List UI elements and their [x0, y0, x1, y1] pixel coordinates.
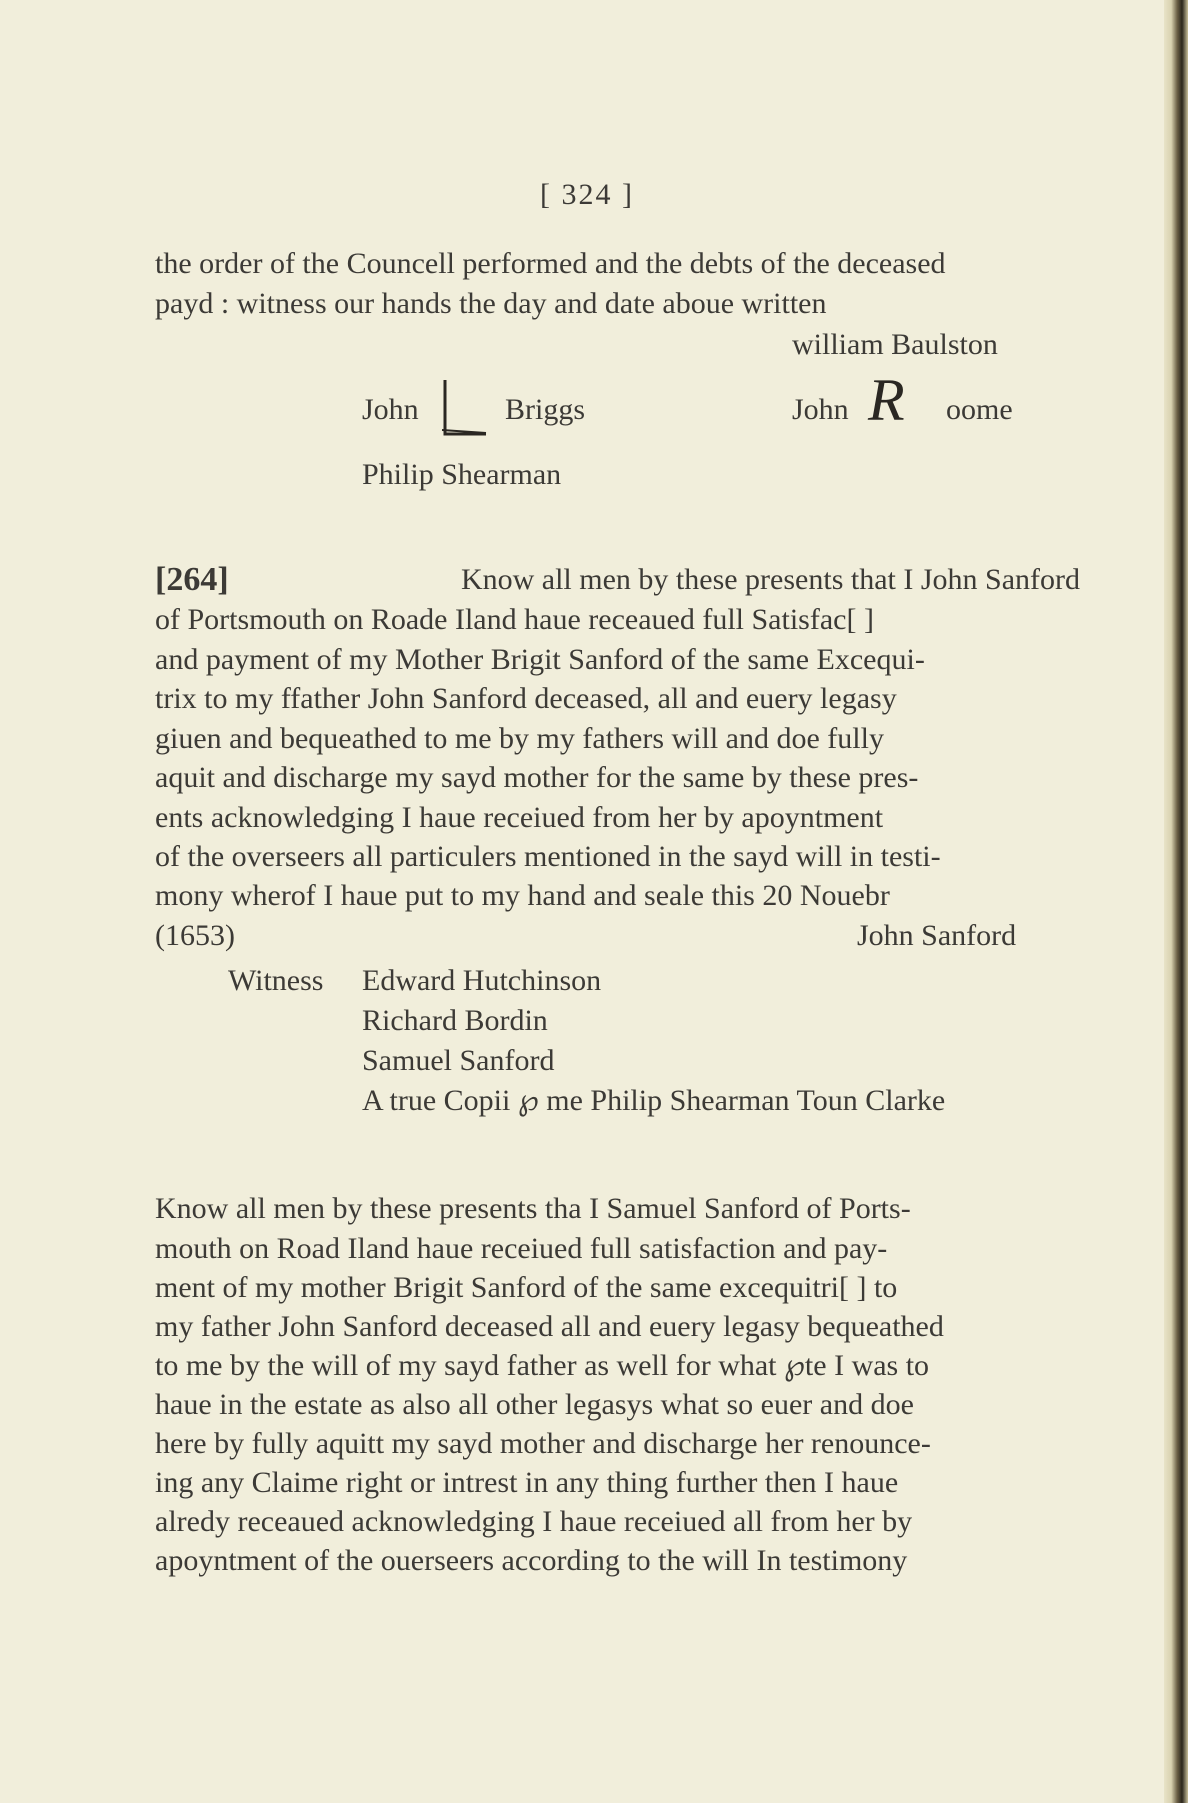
entry-264-line-7: ents acknowledging I haue receiued from her by apoyntment — [155, 801, 884, 834]
second-para-line-8: ing any Claime right or intrest in any thing further then I haue — [155, 1466, 899, 1499]
entry-264-line-5: giuen and bequeathed to me by my fathers will and doe fully — [155, 722, 884, 755]
briggs-mark — [442, 378, 488, 438]
entry-264-signer: John Sanford — [857, 919, 1017, 952]
entry-264-line-2: of Portsmouth on Roade Iland haue receaued full Satisfac[ ] — [155, 603, 874, 636]
second-para-line-10: apoyntment of the ouerseers according to the will In testimony — [155, 1544, 908, 1577]
page-number: [ 324 ] — [540, 178, 634, 211]
witness-label: Witness — [228, 964, 324, 997]
entry-264-line-1 — [155, 561, 1080, 599]
signature-baulston: william Baulston — [792, 328, 998, 361]
witness-2: Richard Bordin — [362, 1004, 548, 1037]
entry-264-line-9: mony wherof I haue put to my hand and seale this 20 Nouebr — [155, 879, 890, 912]
signature-roome-mark: R — [868, 367, 905, 433]
second-para-line-3: ment of my mother Brigit Sanford of the same excequitri[ ] to — [155, 1271, 898, 1304]
signature-roome-first: John — [792, 393, 849, 426]
signature-shearman: Philip Shearman — [362, 458, 562, 491]
second-para-line-5: to me by the will of my sayd father as well for what ℘te I was to — [155, 1349, 930, 1382]
page-edge — [1164, 0, 1188, 1803]
top-para-line-1: the order of the Councell performed and the debts of the deceased — [155, 247, 946, 280]
second-para-line-6: haue in the estate as also all other legasys what so euer and doe — [155, 1388, 914, 1421]
second-para-line-9: alredy receaued acknowledging I haue receiued all from her by — [155, 1505, 913, 1538]
entry-264-line-3: and payment of my Mother Brigit Sanford of the same Excequi- — [155, 643, 925, 676]
entry-264-line-6: aquit and discharge my sayd mother for the same by these pres- — [155, 761, 919, 794]
witness-3: Samuel Sanford — [362, 1044, 555, 1077]
entry-264-text-1: Know all men by these presents that I John Sanford — [460, 563, 1080, 596]
copy-line: A true Copii ℘ me Philip Shearman Toun Clarke — [362, 1084, 946, 1117]
witness-1: Edward Hutchinson — [362, 964, 602, 997]
second-para-line-4: my father John Sanford deceased all and euery legasy bequeathed — [155, 1310, 944, 1343]
second-para-line-2: mouth on Road Iland haue receiued full satisfaction and pay- — [155, 1232, 888, 1265]
signature-roome-last: oome — [946, 393, 1013, 426]
entry-264-line-4: trix to my ffather John Sanford deceased, all and euery legasy — [155, 682, 897, 715]
second-para-line-7: here by fully aquitt my sayd mother and discharge her renounce- — [155, 1427, 931, 1460]
signature-briggs-last: Briggs — [505, 393, 586, 426]
entry-number: [264] — [155, 561, 229, 598]
second-para-line-1: Know all men by these presents tha I Samuel Sanford of Ports- — [155, 1192, 911, 1225]
entry-264-line-8: of the overseers all particulers mentioned in the sayd will in testi- — [155, 840, 941, 873]
entry-264-date: (1653) — [155, 919, 235, 952]
top-para-line-2: payd : witness our hands the day and date aboue written — [155, 287, 827, 320]
signature-briggs-first: John — [362, 393, 419, 426]
